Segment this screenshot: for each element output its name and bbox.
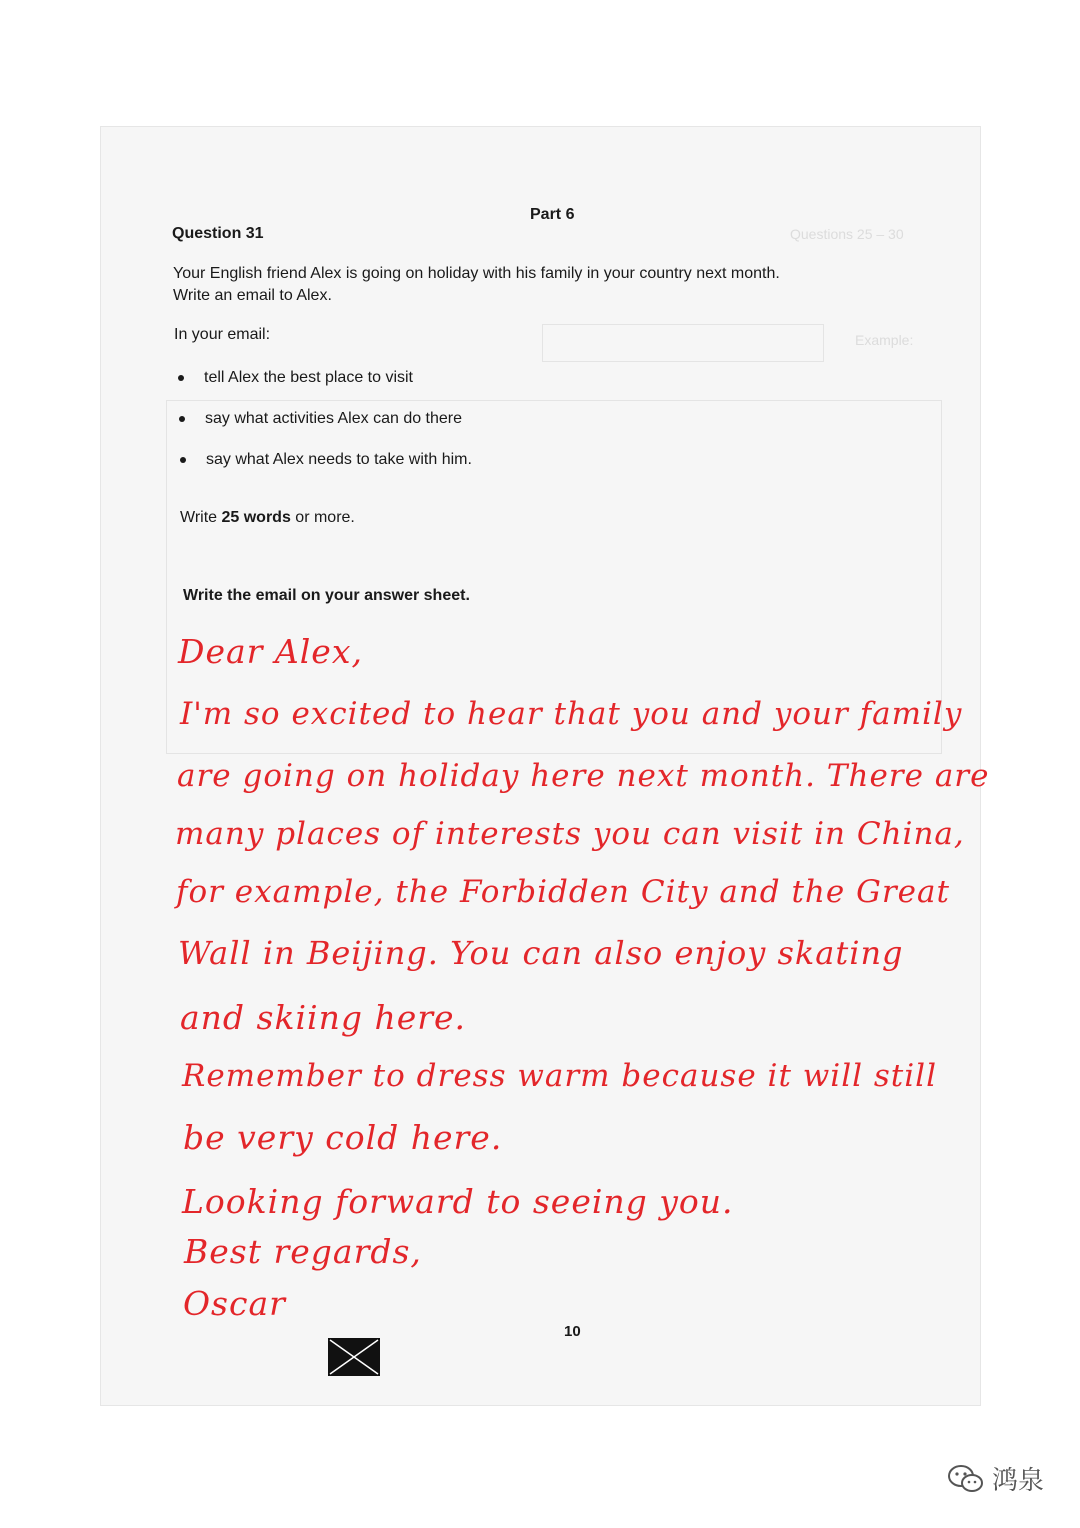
handwritten-line: for example, the Forbidden City and the Great <box>176 874 950 910</box>
part-title: Part 6 <box>530 206 575 223</box>
wechat-icon <box>946 1463 986 1495</box>
handwritten-line: Remember to dress warm because it will still <box>182 1058 938 1094</box>
handwritten-line: and skiing here. <box>180 998 467 1037</box>
handwritten-line: many places of interests you can visit in China, <box>175 816 965 852</box>
handwritten-line: Best regards, <box>184 1232 422 1271</box>
handwritten-line: Wall in Beijing. You can also enjoy skating <box>178 934 904 972</box>
answer-instruction: Write the email on your answer sheet. <box>183 587 470 604</box>
bleed-through-text: Questions 25 – 30 <box>790 226 904 242</box>
bullet-item: tell Alex the best place to visit <box>204 367 413 389</box>
handwritten-line: be very cold here. <box>183 1118 503 1157</box>
cross-mark-icon <box>328 1338 380 1376</box>
word-count-suffix: or more. <box>290 509 355 526</box>
watermark-text: 鸿泉 <box>992 1466 1045 1496</box>
word-count-prefix: Write <box>180 509 222 526</box>
registration-mark <box>328 1338 380 1376</box>
page-number: 10 <box>564 1323 581 1340</box>
bullet-item: say what activities Alex can do there <box>205 408 462 430</box>
word-count-bold: 25 words <box>221 509 291 526</box>
bullet-item: say what Alex needs to take with him. <box>206 449 472 471</box>
handwritten-line: I'm so excited to hear that you and your family <box>180 696 963 732</box>
word-count-instruction <box>180 507 355 529</box>
watermark <box>946 1460 1044 1497</box>
handwritten-line: Oscar <box>183 1284 286 1323</box>
handwritten-line: Dear Alex, <box>178 632 363 671</box>
handwritten-line: Looking forward to seeing you. <box>182 1182 734 1221</box>
intro-line-1: Your English friend Alex is going on holiday with his family in your country next month. <box>173 265 780 282</box>
bleed-through-box <box>542 324 824 362</box>
intro-line-2: Write an email to Alex. <box>173 287 332 304</box>
handwritten-line: are going on holiday here next month. There are <box>177 758 990 794</box>
bleed-through-text: Example: <box>855 332 914 348</box>
question-title: Question 31 <box>172 225 264 242</box>
in-your-email-label: In your email: <box>174 326 271 343</box>
